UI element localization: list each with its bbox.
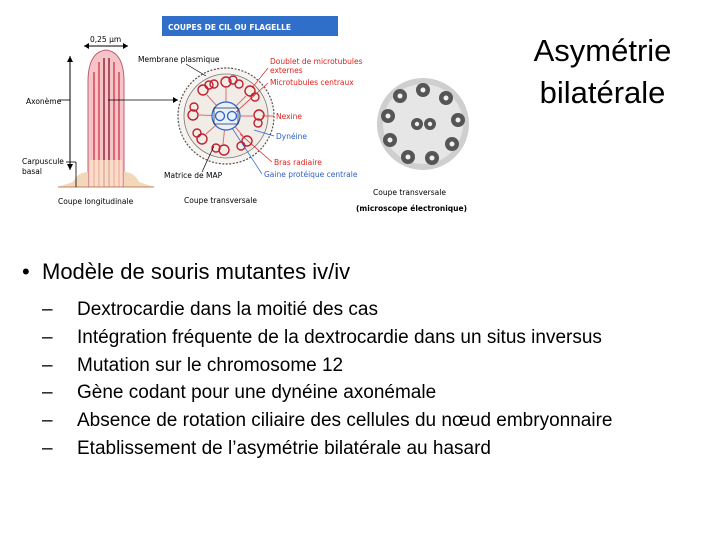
sub-bullet [42, 435, 612, 463]
electron-micrograph [368, 67, 478, 185]
sub-bullet [42, 379, 612, 407]
sub-bullet [42, 352, 612, 380]
label-dyneine: Dynéine [276, 132, 308, 141]
cilium-figure [18, 12, 498, 222]
sub-bullet-text: Gène codant pour une dynéine axonémale [77, 382, 437, 404]
label-carpuscule-2: basal [22, 167, 42, 176]
sub-bullet [42, 296, 612, 324]
transverse-section [178, 68, 274, 164]
cilium-diagram [18, 12, 498, 222]
dash-marker: – [42, 354, 53, 376]
bullet-marker: • [22, 259, 30, 284]
longitudinal-section [58, 50, 154, 187]
label-microtubules-centraux: Microtubules centraux [270, 78, 354, 87]
label-coupe-longitudinale: Coupe longitudinale [58, 197, 134, 206]
scale-label: 0,25 µm [90, 35, 122, 44]
figure-header: COUPES DE CIL OU FLAGELLE [168, 23, 291, 32]
label-carpuscule-1: Carpuscule [22, 157, 64, 166]
dash-marker: – [42, 437, 53, 459]
label-doublet-2: externes [270, 66, 303, 75]
dash-marker: – [42, 299, 53, 320]
label-axoneme: Axonème [26, 97, 62, 106]
dash-marker: – [42, 382, 53, 404]
label-bras-radiaire: Bras radiaire [274, 158, 322, 167]
main-bullet-text: Modèle de souris mutantes iv/iv [42, 259, 351, 284]
label-coupe-trans-me-1: Coupe transversale [373, 188, 446, 197]
sub-bullet-text: Absence de rotation ciliaire des cellules du nœud embryonnaire [77, 410, 613, 432]
sub-bullet-text: Mutation sur le chromosome 12 [77, 354, 344, 376]
label-doublet-1: Doublet de microtubules [270, 57, 363, 66]
sub-bullet-list [42, 296, 612, 463]
label-membrane: Membrane plasmique [138, 55, 220, 64]
sub-bullet [42, 324, 612, 352]
label-coupe-transversale: Coupe transversale [184, 196, 257, 205]
sub-bullet [42, 407, 612, 435]
label-nexine: Nexine [276, 112, 302, 121]
slide-title [515, 30, 690, 114]
dash-marker: – [42, 326, 53, 348]
sub-bullet-text: Intégration fréquente de la dextrocardie dans un situs inversus [77, 326, 602, 348]
label-gaine: Gaine protéique centrale [264, 170, 358, 179]
main-bullet [22, 257, 350, 287]
sub-bullet-text: Etablissement de l’asymétrie bilatérale au hasard [77, 437, 491, 459]
slide-title-line-2: bilatérale [539, 75, 666, 110]
slide-title-line-1: Asymétrie [533, 33, 672, 68]
label-coupe-trans-me-2: (microscope électronique) [356, 204, 467, 213]
sub-bullet-text: Dextrocardie dans la moitié des cas [77, 299, 378, 320]
dash-marker: – [42, 410, 53, 432]
label-matrice: Matrice de MAP [164, 171, 223, 180]
